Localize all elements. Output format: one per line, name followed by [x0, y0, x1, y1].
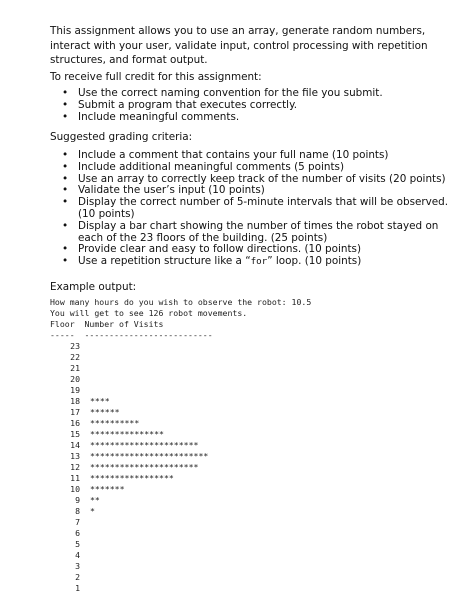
- floor-row: [50, 572, 460, 583]
- credit-list: [62, 88, 383, 123]
- floor-number: 9: [75, 495, 80, 505]
- floor-row: [50, 539, 460, 550]
- floor-row: [50, 550, 460, 561]
- floor-number: 18: [70, 396, 80, 406]
- example-output: [50, 297, 460, 594]
- criteria-item: • Include a comment that contains your full name (10 points): [62, 149, 389, 161]
- floor-number: 19: [70, 385, 80, 395]
- prompt-line: How many hours do you wish to observe the robot: 10.5: [50, 297, 312, 307]
- floor-row: [50, 341, 460, 352]
- floor-number: 13: [70, 451, 80, 461]
- table-header: Floor Number of Visits: [50, 319, 164, 329]
- floor-number: 14: [70, 440, 80, 450]
- floor-row: [50, 374, 460, 385]
- criteria-item: • Use an array to correctly keep track of the number of visits (20 points): [62, 172, 446, 185]
- visit-bar: *****************: [90, 473, 174, 483]
- floor-row: [50, 583, 460, 594]
- bullet-icon: •: [62, 149, 69, 161]
- floor-row: [50, 363, 460, 374]
- visit-bar: **: [90, 495, 100, 505]
- visit-bar: **********************: [90, 440, 199, 450]
- criteria-list: [62, 150, 456, 268]
- floor-number: 16: [70, 418, 80, 428]
- floor-row: [50, 561, 460, 572]
- criteria-heading: Suggested grading criteria:: [50, 131, 193, 143]
- floor-number: 7: [75, 517, 80, 527]
- floor-number: 3: [75, 561, 80, 571]
- credit-item: • Include meaningful comments.: [62, 110, 240, 123]
- credit-heading: To receive full credit for this assignment:: [50, 71, 262, 83]
- table-rule: ----- --------------------------: [50, 330, 213, 340]
- bullet-icon: •: [62, 219, 69, 232]
- floor-number: 21: [70, 363, 80, 373]
- criteria-item: • Validate the user’s input (10 points): [62, 184, 265, 197]
- floor-number: 4: [75, 550, 80, 560]
- floor-row: [50, 528, 460, 539]
- floor-row: [50, 506, 460, 517]
- floor-row: [50, 484, 460, 495]
- visit-bar: ****: [90, 396, 110, 406]
- criteria-item: • Use a repetition structure like a “for” loop. (10 points): [62, 255, 362, 268]
- visit-bar: ***************: [90, 429, 164, 439]
- floor-row: [50, 418, 460, 429]
- criteria-item: • Include additional meaningful comments (5 points): [62, 160, 345, 173]
- floor-row: [50, 495, 460, 506]
- visit-bar: ******: [90, 407, 120, 417]
- visit-bar: *******: [90, 484, 125, 494]
- floor-row: [50, 429, 460, 440]
- floor-number: 17: [70, 407, 80, 417]
- bullet-icon: •: [62, 243, 69, 256]
- floor-row: [50, 385, 460, 396]
- floor-rows: [50, 341, 460, 594]
- floor-row: [50, 451, 460, 462]
- floor-number: 1: [75, 583, 80, 593]
- bullet-icon: •: [62, 184, 69, 197]
- bullet-icon: •: [62, 172, 69, 185]
- example-heading: Example output:: [50, 281, 137, 293]
- criteria-item: • Display a bar chart showing the number of times the robot stayed on each of the 23 floors of the building. (25 points): [62, 219, 439, 244]
- for-keyword: for: [250, 256, 268, 268]
- bullet-icon: •: [62, 110, 69, 123]
- credit-item: • Submit a program that executes correctly.: [62, 98, 298, 111]
- floor-row: [50, 473, 460, 484]
- criteria-item: • Display the correct number of 5-minute intervals that will be observed. (10 points): [62, 196, 449, 220]
- floor-row: [50, 407, 460, 418]
- criteria-item: • Provide clear and easy to follow directions. (10 points): [62, 243, 362, 256]
- floor-number: 23: [70, 341, 80, 351]
- visit-bar: **********: [90, 418, 140, 428]
- visit-bar: *: [90, 506, 95, 516]
- floor-row: [50, 462, 460, 473]
- floor-number: 20: [70, 374, 80, 384]
- floor-row: [50, 440, 460, 451]
- floor-number: 12: [70, 462, 80, 472]
- floor-number: 22: [70, 352, 80, 362]
- bullet-icon: •: [62, 87, 69, 99]
- floor-number: 8: [75, 506, 80, 516]
- floor-number: 11: [70, 473, 80, 483]
- movements-line: You will get to see 126 robot movements.: [50, 308, 248, 318]
- bullet-icon: •: [62, 160, 69, 173]
- bullet-icon: •: [62, 98, 69, 111]
- intro-paragraph: This assignment allows you to use an array, generate random numbers, interact with your user, validate input, control processing with repetition structures, and format output.: [50, 25, 428, 67]
- floor-row: [50, 396, 460, 407]
- floor-number: 10: [70, 484, 80, 494]
- floor-row: [50, 517, 460, 528]
- visit-bar: **********************: [90, 462, 199, 472]
- bullet-icon: •: [62, 196, 69, 209]
- bullet-icon: •: [62, 255, 69, 268]
- visit-bar: ************************: [90, 451, 209, 461]
- floor-number: 5: [75, 539, 80, 549]
- floor-number: 6: [75, 528, 80, 538]
- floor-number: 2: [75, 572, 80, 582]
- credit-item: • Use the correct naming convention for the file you submit.: [62, 87, 383, 99]
- floor-row: [50, 352, 460, 363]
- floor-number: 15: [70, 429, 80, 439]
